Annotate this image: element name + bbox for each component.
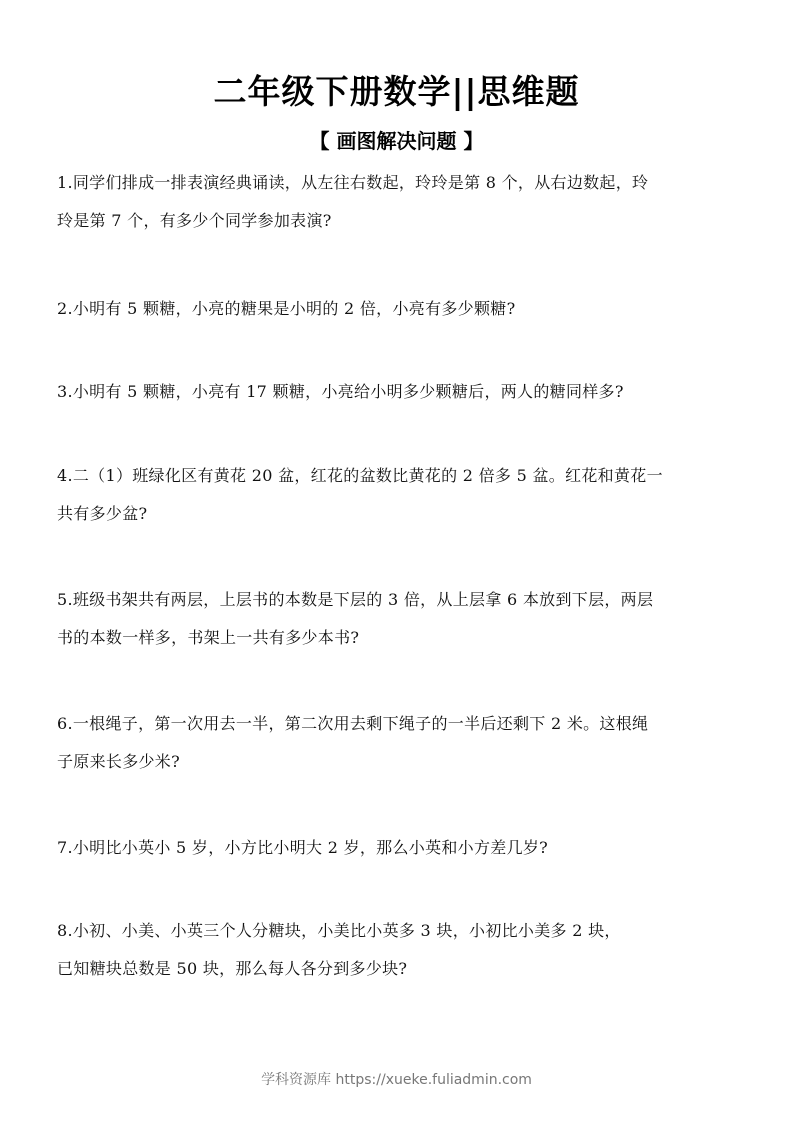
question-line: 2.小明有 5 颗糖，小亮的糖果是小明的 2 倍，小亮有多少颗糖?	[57, 299, 516, 318]
question-5	[57, 581, 737, 657]
question-line: 已知糖块总数是 50 块，那么每人各分到多少块?	[57, 959, 408, 978]
question-6	[57, 705, 737, 781]
question-7	[57, 829, 737, 867]
question-8	[57, 912, 737, 988]
question-line: 5.班级书架共有两层，上层书的本数是下层的 3 倍，从上层拿 6 本放到下层，两层	[57, 590, 654, 609]
question-4	[57, 457, 737, 533]
question-line: 子原来长多少米?	[57, 752, 180, 771]
question-line: 4.二（1）班绿化区有黄花 20 盆，红花的盆数比黄花的 2 倍多 5 盆。红花和黄花一	[57, 466, 663, 485]
question-line: 8.小初、小美、小英三个人分糖块，小美比小英多 3 块，小初比小美多 2 块，	[57, 921, 621, 940]
question-3	[57, 373, 737, 411]
section-subtitle: 【 画图解决问题 】	[309, 129, 484, 153]
question-2	[57, 290, 737, 328]
question-line: 7.小明比小英小 5 岁，小方比小明大 2 岁，那么小英和小方差几岁?	[57, 838, 549, 857]
question-line: 共有多少盆?	[57, 504, 148, 523]
footer-source: 学科资源库 https://xueke.fuliadmin.com	[261, 1072, 532, 1088]
question-line: 书的本数一样多，书架上一共有多少本书?	[57, 628, 360, 647]
question-line: 3.小明有 5 颗糖，小亮有 17 颗糖，小亮给小明多少颗糖后，两人的糖同样多?	[57, 382, 624, 401]
page-title: 二年级下册数学||思维题	[213, 72, 580, 111]
question-line: 玲是第 7 个，有多少个同学参加表演?	[57, 211, 332, 230]
question-line: 1.同学们排成一排表演经典诵读，从左往右数起，玲玲是第 8 个，从右边数起，玲	[57, 173, 649, 192]
question-line: 6.一根绳子，第一次用去一半，第二次用去剩下绳子的一半后还剩下 2 米。这根绳	[57, 714, 649, 733]
question-1	[57, 164, 737, 240]
